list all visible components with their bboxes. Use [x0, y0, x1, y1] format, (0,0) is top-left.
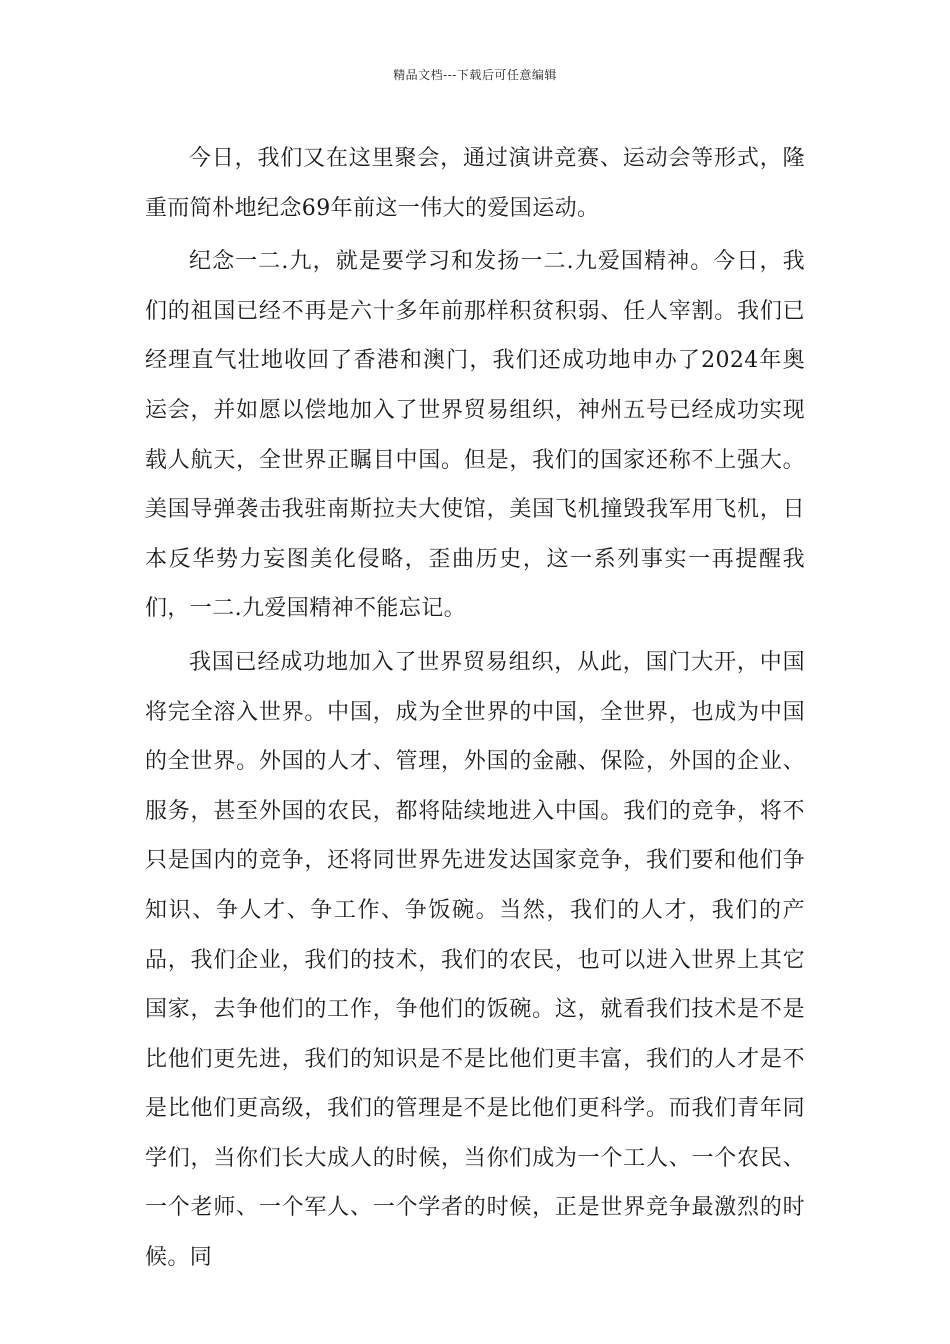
paragraph-3: 我国已经成功地加入了世界贸易组织，从此，国门大开，中国将完全溶入世界。中国，成为全世界的中国，全世界，也成为中国的全世界。外国的人才、管理，外国的金融、保险，外国的企业、服务，甚至外国的农民，都将陆续地进入中国。我们的竞争，将不只是国内的竞争，还将同世界先进发达国家竞争，我们要和他们争知识、争人才、争工作、争饭碗。当然，我们的人才，我们的产品，我们企业，我们的技术，我们的农民，也可以进入世界上其它国家，去争他们的工作，争他们的饭碗。这，就看我们技术是不是比他们更先进，我们的知识是不是比他们更丰富，我们的人才是不是比他们更高级，我们的管理是不是比他们更科学。而我们青年同学们，当你们长大成人的时候，当你们成为一个工人、一个农民、一个老师、一个军人、一个学者的时候，正是世界竞争最激烈的时候。同: [145, 649, 805, 1271]
paragraph-1: 今日，我们又在这里聚会，通过演讲竞赛、运动会等形式，隆重而简朴地纪念69年前这一伟大的爱国运动。: [145, 146, 805, 221]
paragraph-2: 纪念一二.九，就是要学习和发扬一二.九爱国精神。今日，我们的祖国已经不再是六十多年前那样积贫积弱、任人宰割。我们已经理直气壮地收回了香港和澳门，我们还成功地申办了2024年奥运会，并如愿以偿地加入了世界贸易组织，神州五号已经成功实现载人航天，全世界正瞩目中国。但是，我们的国家还称不上强大。美国导弹袭击我驻南斯拉夫大使馆，美国飞机撞毁我军用飞机，日本反华势力妄图美化侵略，歪曲历史，这一系列事实一再提醒我们，一二.九爱国精神不能忘记。: [145, 249, 805, 622]
page-header: 精品文档---下载后可任意编辑: [393, 68, 557, 82]
document-body: [145, 134, 805, 1287]
